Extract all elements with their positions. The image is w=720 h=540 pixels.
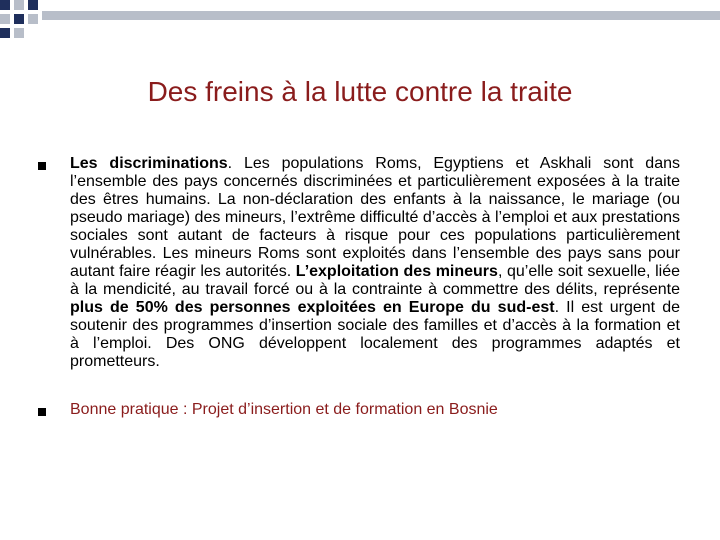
paragraph-text: , qu’elle soit sexuelle, liée à la mendicité, au travail forcé ou à la contrainte à commettre des délits, représente [70,263,680,298]
slide-title: Des freins à la lutte contre la traite [147,76,573,107]
list-item [38,401,688,419]
deco-square [14,0,24,10]
bold-phrase: L’exploitation des mineurs [295,263,498,280]
deco-square [0,0,10,10]
paragraph-text: . Les populations Roms, Egyptiens et Askhali sont dans l’ensemble des pays concernés discriminées et particulièrement exposées à la traite des êtres humains. La non-déclaration des enfants à la naissance, le mariage (ou pseudo mariage) des mineurs, l’extrême difficulté d’accès à l’emploi et aux prestations sociales sont autant de facteurs à risque pour ces populations particulièrement vulnérables. Les mineurs Roms sont exploités dans l’ensemble des pays sans pour autant faire réagir les autorités. [70,155,680,280]
deco-square [0,28,10,38]
decorative-header-squares [0,0,720,50]
bullet-square-icon [38,408,46,416]
deco-square [14,28,24,38]
discrimination-paragraph [70,155,680,371]
bullet-square-icon [38,162,46,170]
deco-bar [42,11,720,20]
deco-square [28,0,38,10]
paragraph-text: . Il est urgent de soutenir des programmes d’insertion sociale des familles et d’accès à la formation et à l’emploi. Des ONG développent localement des programmes adaptés et prometteurs. [70,299,681,370]
deco-square [0,14,10,24]
bold-phrase: Les discriminations [70,155,228,172]
deco-square [28,14,38,24]
bold-phrase: plus de 50% des personnes exploitées en Europe du sud-est [70,299,555,316]
bullet-list [38,155,688,419]
good-practice-link[interactable]: Bonne pratique : Projet d’insertion et de formation en Bosnie [70,401,498,418]
deco-square [14,14,24,24]
list-item [38,155,688,371]
